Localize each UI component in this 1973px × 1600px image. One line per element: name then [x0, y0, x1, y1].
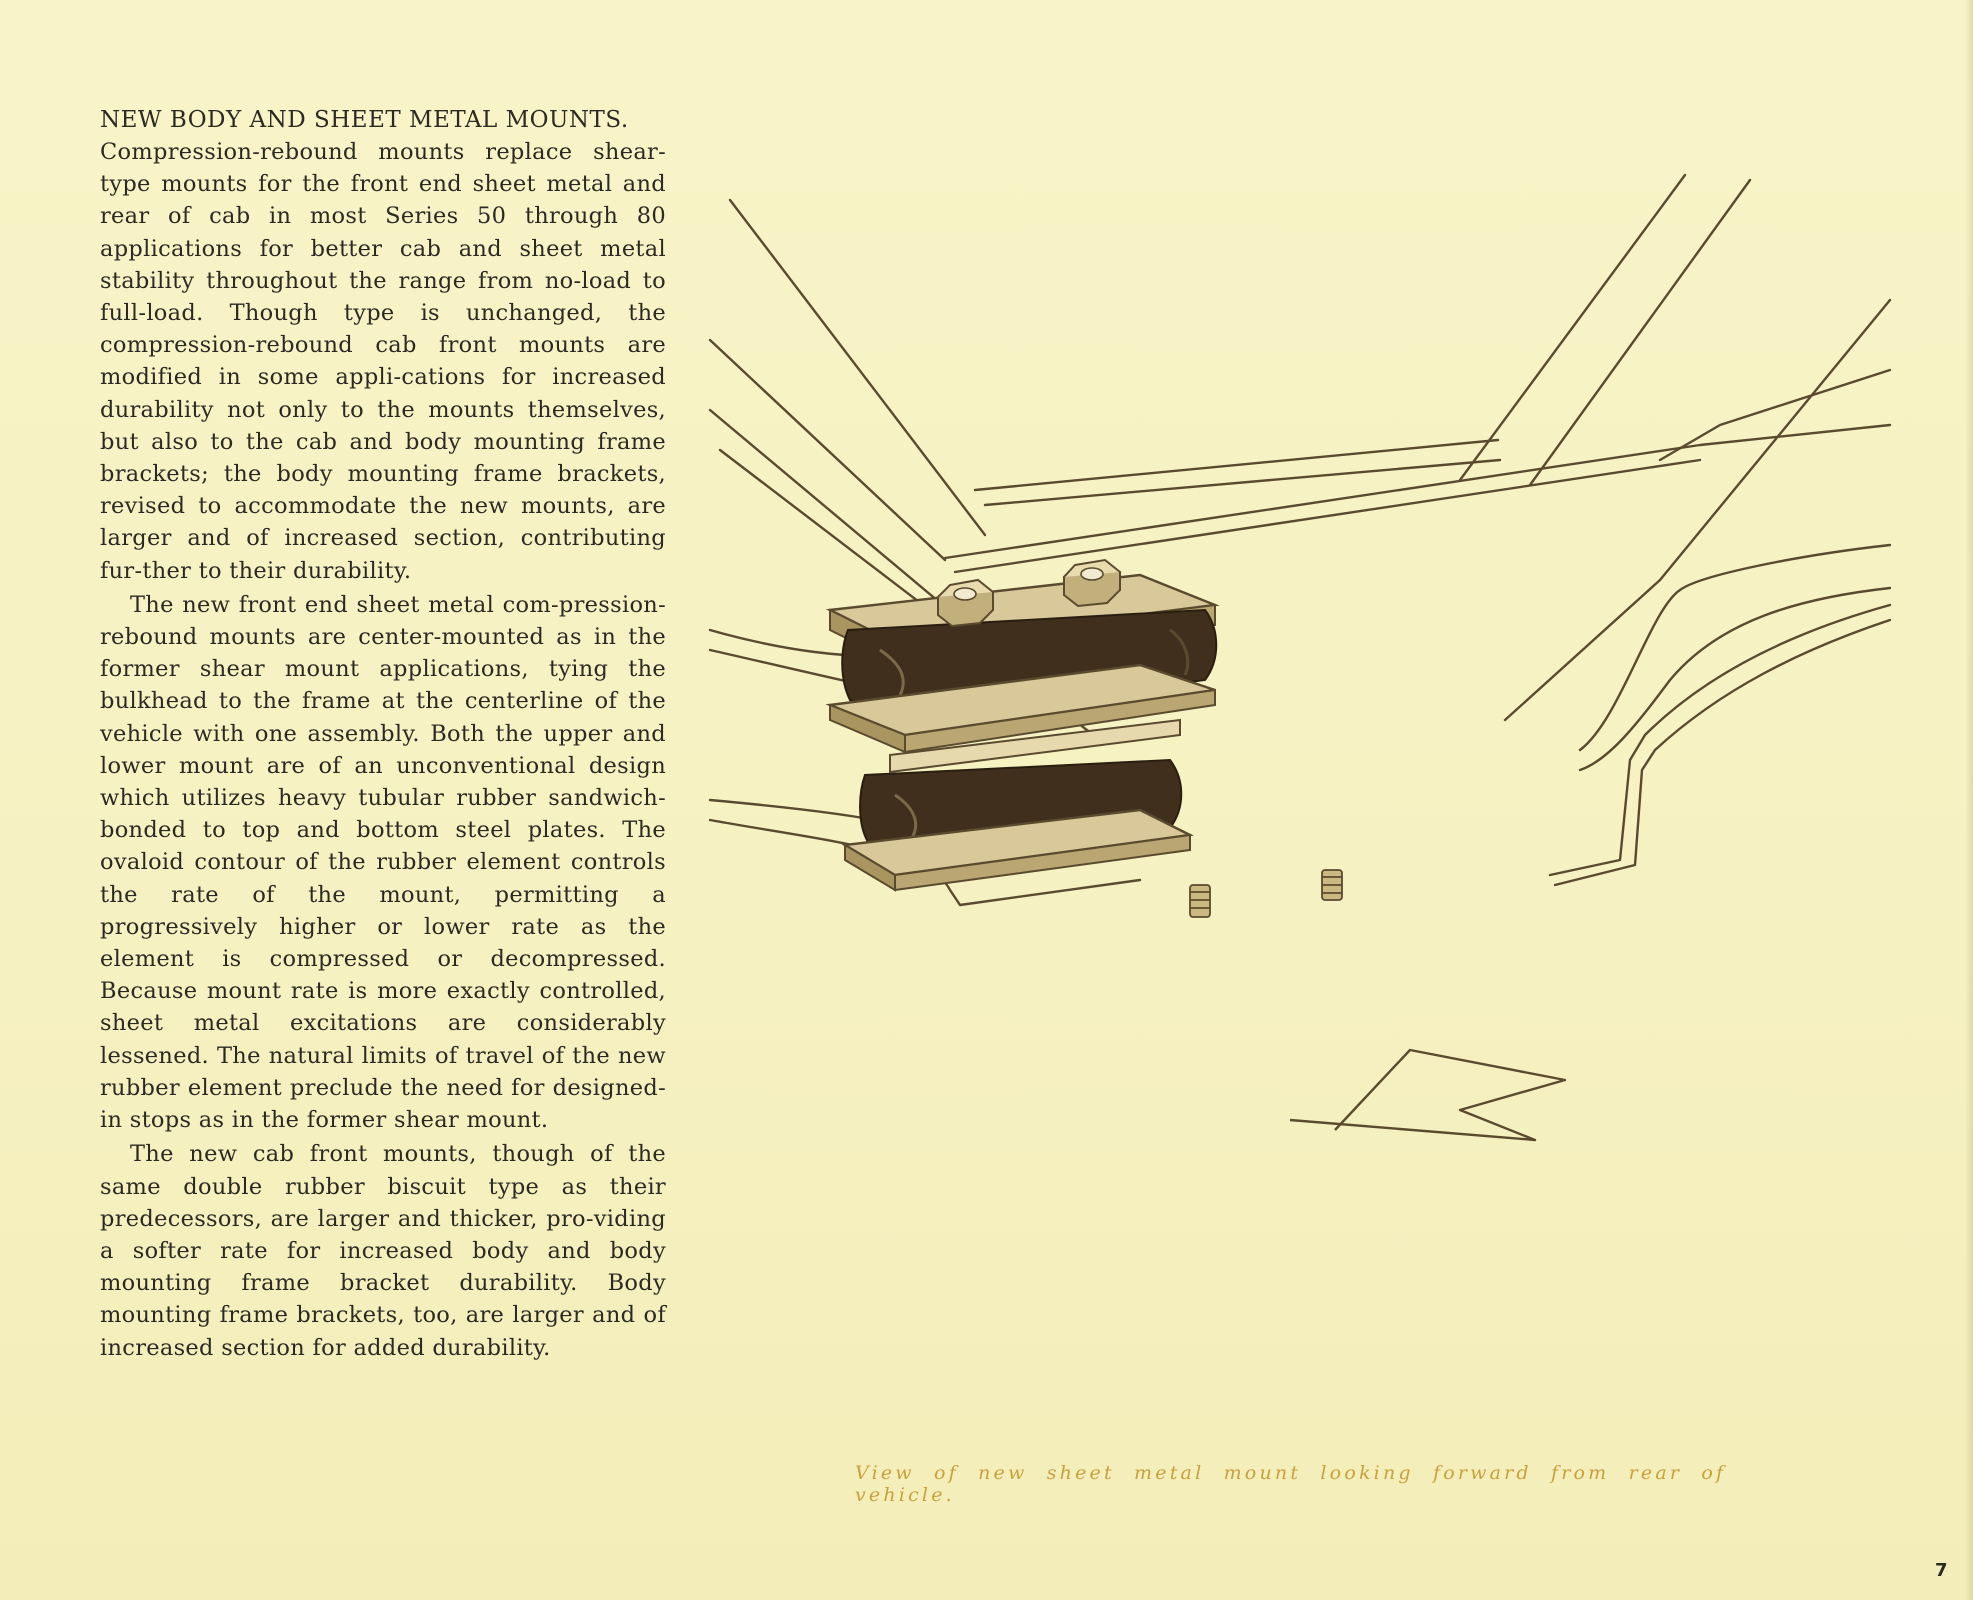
bottom-bolt-right-icon: [1322, 870, 1342, 900]
top-nut-right-icon: [1064, 560, 1120, 606]
article-paragraph-3: The new cab front mounts, though of the same double rubber biscuit type as their predecessors, are larger and thicker, pro-viding a softer rate for increased body and body mounting frame bracket durability. Body mounting frame brackets, too, are larger and of increased section for added durability.: [100, 1141, 666, 1361]
right-frame-top: [1580, 545, 1890, 750]
article-heading: NEW BODY AND SHEET METAL MOUNTS.: [100, 107, 629, 133]
page-edge-shadow: [1965, 0, 1973, 1600]
right-brace-c: [1505, 300, 1890, 720]
view-arrow-icon: [1290, 1050, 1565, 1140]
mount-illustration: [700, 160, 1900, 1180]
left-brace-inner: [710, 340, 945, 560]
right-brace-b: [1530, 180, 1750, 485]
top-nut-left-icon: [938, 580, 993, 626]
page-number: 7: [1935, 1560, 1948, 1581]
mount-assembly: [830, 560, 1342, 917]
article-column: [100, 104, 666, 1364]
bottom-bolt-left-icon: [1190, 885, 1210, 917]
left-brace-outer: [730, 200, 985, 535]
right-frame-lower: [1550, 605, 1890, 875]
right-frame-lower-2: [1555, 620, 1890, 885]
article-paragraph-1: Compression-rebound mounts replace shear-type mounts for the front end sheet metal and rear of cab in most Series 50 through 80 applications for better cab and sheet metal stability throughout the range from no-load to full-load. Though type is unchanged, the compression-rebound cab front mounts are modified in some appli-cations for increased durability not only to the mounts themselves, but also to the cab and body mounting frame brackets; the body mounting frame brackets, revised to accommodate the new mounts, are larger and of increased section, contributing fur-ther to their durability.: [100, 139, 666, 584]
article-paragraph-2: The new front end sheet metal com-pression-rebound mounts are center-mounted as in the former shear mount applications, tying the bulkhead to the frame at the centerline of the vehicle with one assembly. Both the upper and lower mount are of an unconventional design which utilizes heavy tubular rubber sandwich-bonded to top and bottom steel plates. The ovaloid contour of the rubber element controls the rate of the mount, permitting a progressively higher or lower rate as the element is compressed or decompressed. Because mount rate is more exactly controlled, sheet metal excitations are considerably lessened. The natural limits of travel of the new rubber element preclude the need for designed-in stops as in the former shear mount.: [100, 591, 666, 1134]
right-brace-a: [1460, 175, 1685, 480]
lower-crossmember-bottom: [955, 460, 1700, 572]
lower-crossmember-top: [945, 425, 1890, 558]
figure-caption: View of new sheet metal mount looking forward from rear of vehicle.: [855, 1462, 1727, 1506]
